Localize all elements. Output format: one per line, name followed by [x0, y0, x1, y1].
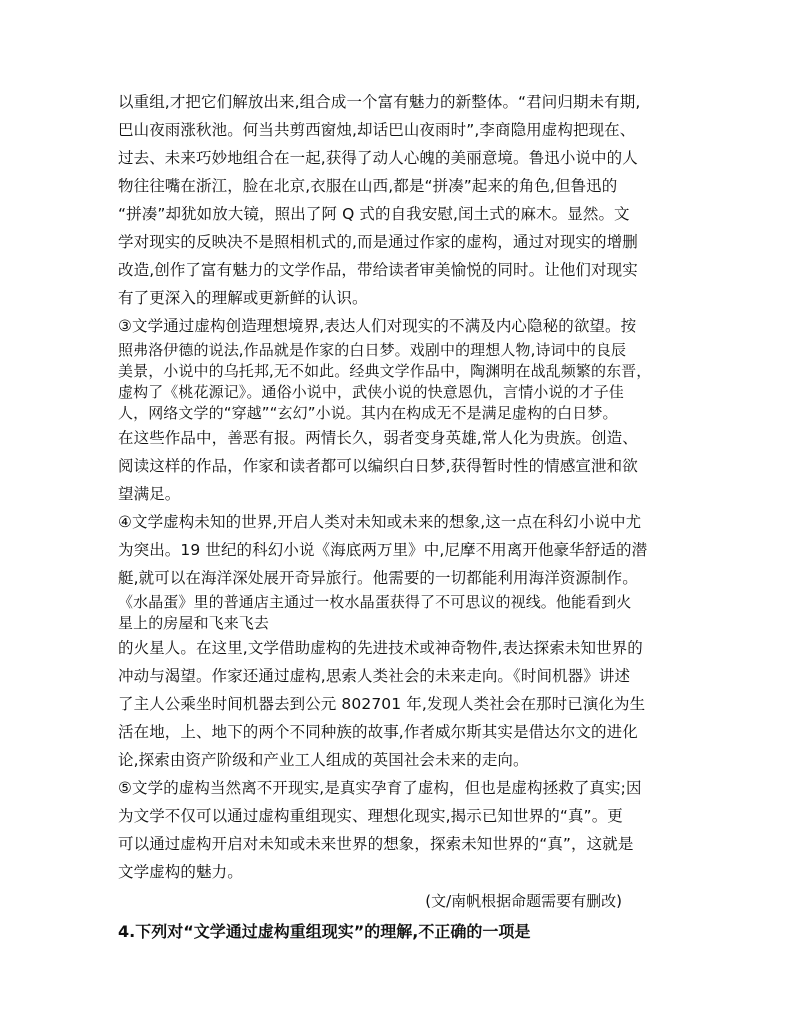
text-line: ③文学通过虚构创造理想境界,表达人们对现实的不满及内心隐秘的欲望。按 [118, 317, 637, 335]
text-line: 艇,就可以在海洋深处展开奇异旅行。他需要的一切都能利用海洋资源制作。 [118, 569, 638, 587]
text-line: 虚构了《桃花源记》。通俗小说中，武侠小说的快意恩仇，言情小说的才子佳 [118, 383, 624, 401]
source-attribution: (文/南帆根据命题需要有删改) [425, 892, 622, 910]
text-line: 有了更深入的理解或更新鲜的认识。 [118, 289, 368, 307]
question-heading: 4.下列对“文学通过虚构重组现实”的理解,不正确的一项是 [118, 922, 531, 941]
text-line: 冲动与渴望。作家还通过虚构,思索人类社会的未来走向。《时间机器》讲述 [118, 667, 631, 685]
text-line: 过去、未来巧妙地组合在一起,获得了动人心魄的美丽意境。鲁迅小说中的人 [118, 149, 638, 167]
text-line: 星上的房屋和飞来飞去 [118, 614, 270, 632]
text-line: 了主人公乘坐时间机器去到公元 802701 年,发现人类社会在那时已演化为生 [118, 695, 646, 713]
text-line: ⑤文学的虚构当然离不开现实,是真实孕育了虚构，但也是虚构拯救了真实;因 [118, 779, 642, 797]
text-line: 的火星人。在这里,文学借助虚构的先进技术或神奇物件,表达探索未知世界的 [118, 639, 643, 657]
text-line: 活在地，上、地下的两个不同种族的故事,作者威尔斯其实是借达尔文的进化 [118, 723, 638, 741]
text-line: ④文学虚构未知的世界,开启人类对未知或未来的想象,这一点在科幻小说中尤 [118, 513, 642, 531]
document-page [118, 88, 678, 946]
text-line: 可以通过虚构开启对未知或未来世界的想象，探索未知世界的“真”，这就是 [118, 835, 634, 853]
text-line: 阅读这样的作品，作家和读者都可以编织白日梦,获得暂时性的情感宣泄和欲 [118, 457, 638, 475]
text-line: 为突出。19 世纪的科幻小说《海底两万里》中,尼摩不用离开他豪华舒适的潜 [118, 541, 648, 559]
text-line: 论,探索由资产阶级和产业工人组成的英国社会未来的走向。 [118, 751, 529, 769]
text-line: 物往往嘴在浙江，脸在北京,衣服在山西,都是“拼凑”起来的角色,但鲁迅的 [118, 177, 618, 195]
text-line: 望满足。 [118, 485, 181, 503]
text-line: 改造,创作了富有魅力的文学作品，带给读者审美愉悦的同时。让他们对现实 [118, 261, 638, 279]
text-line: 学对现实的反映决不是照相机式的,而是通过作家的虚构，通过对现实的增删 [118, 233, 638, 251]
text-line: 巴山夜雨涨秋池。何当共剪西窗烛,却话巴山夜雨时”,李商隐用虚构把现在、 [118, 121, 636, 139]
text-line: 美景，小说中的乌托邦,无不如此。经典文学作品中，陶渊明在战乱频繁的东晋， [118, 362, 652, 380]
text-line: “拼凑”却犹如放大镜，照出了阿 Q 式的自我安慰,闰土式的麻木。显然。文 [118, 205, 630, 223]
text-line: 为文学不仅可以通过虚构重组现实、理想化现实,揭示已知世界的“真”。更 [118, 807, 623, 825]
text-line: 《水晶蛋》里的普通店主通过一枚水晶蛋获得了不可思议的视线。他能看到火 [118, 593, 632, 611]
text-line: 文学虚构的魅力。 [118, 863, 243, 881]
text-line: 在这些作品中，善恶有报。两情长久，弱者变身英雄,常人化为贵族。创造、 [118, 429, 638, 447]
text-line: 人，网络文学的“穿越”“玄幻”小说。其内在构成无不是满足虚构的白日梦。 [118, 404, 618, 422]
text-line: 照弗洛伊德的说法,作品就是作家的白日梦。戏剧中的理想人物,诗词中的良辰 [118, 341, 627, 359]
text-line: 以重组,才把它们解放出来,组合成一个富有魅力的新整体。“君问归期未有期, [118, 93, 641, 111]
